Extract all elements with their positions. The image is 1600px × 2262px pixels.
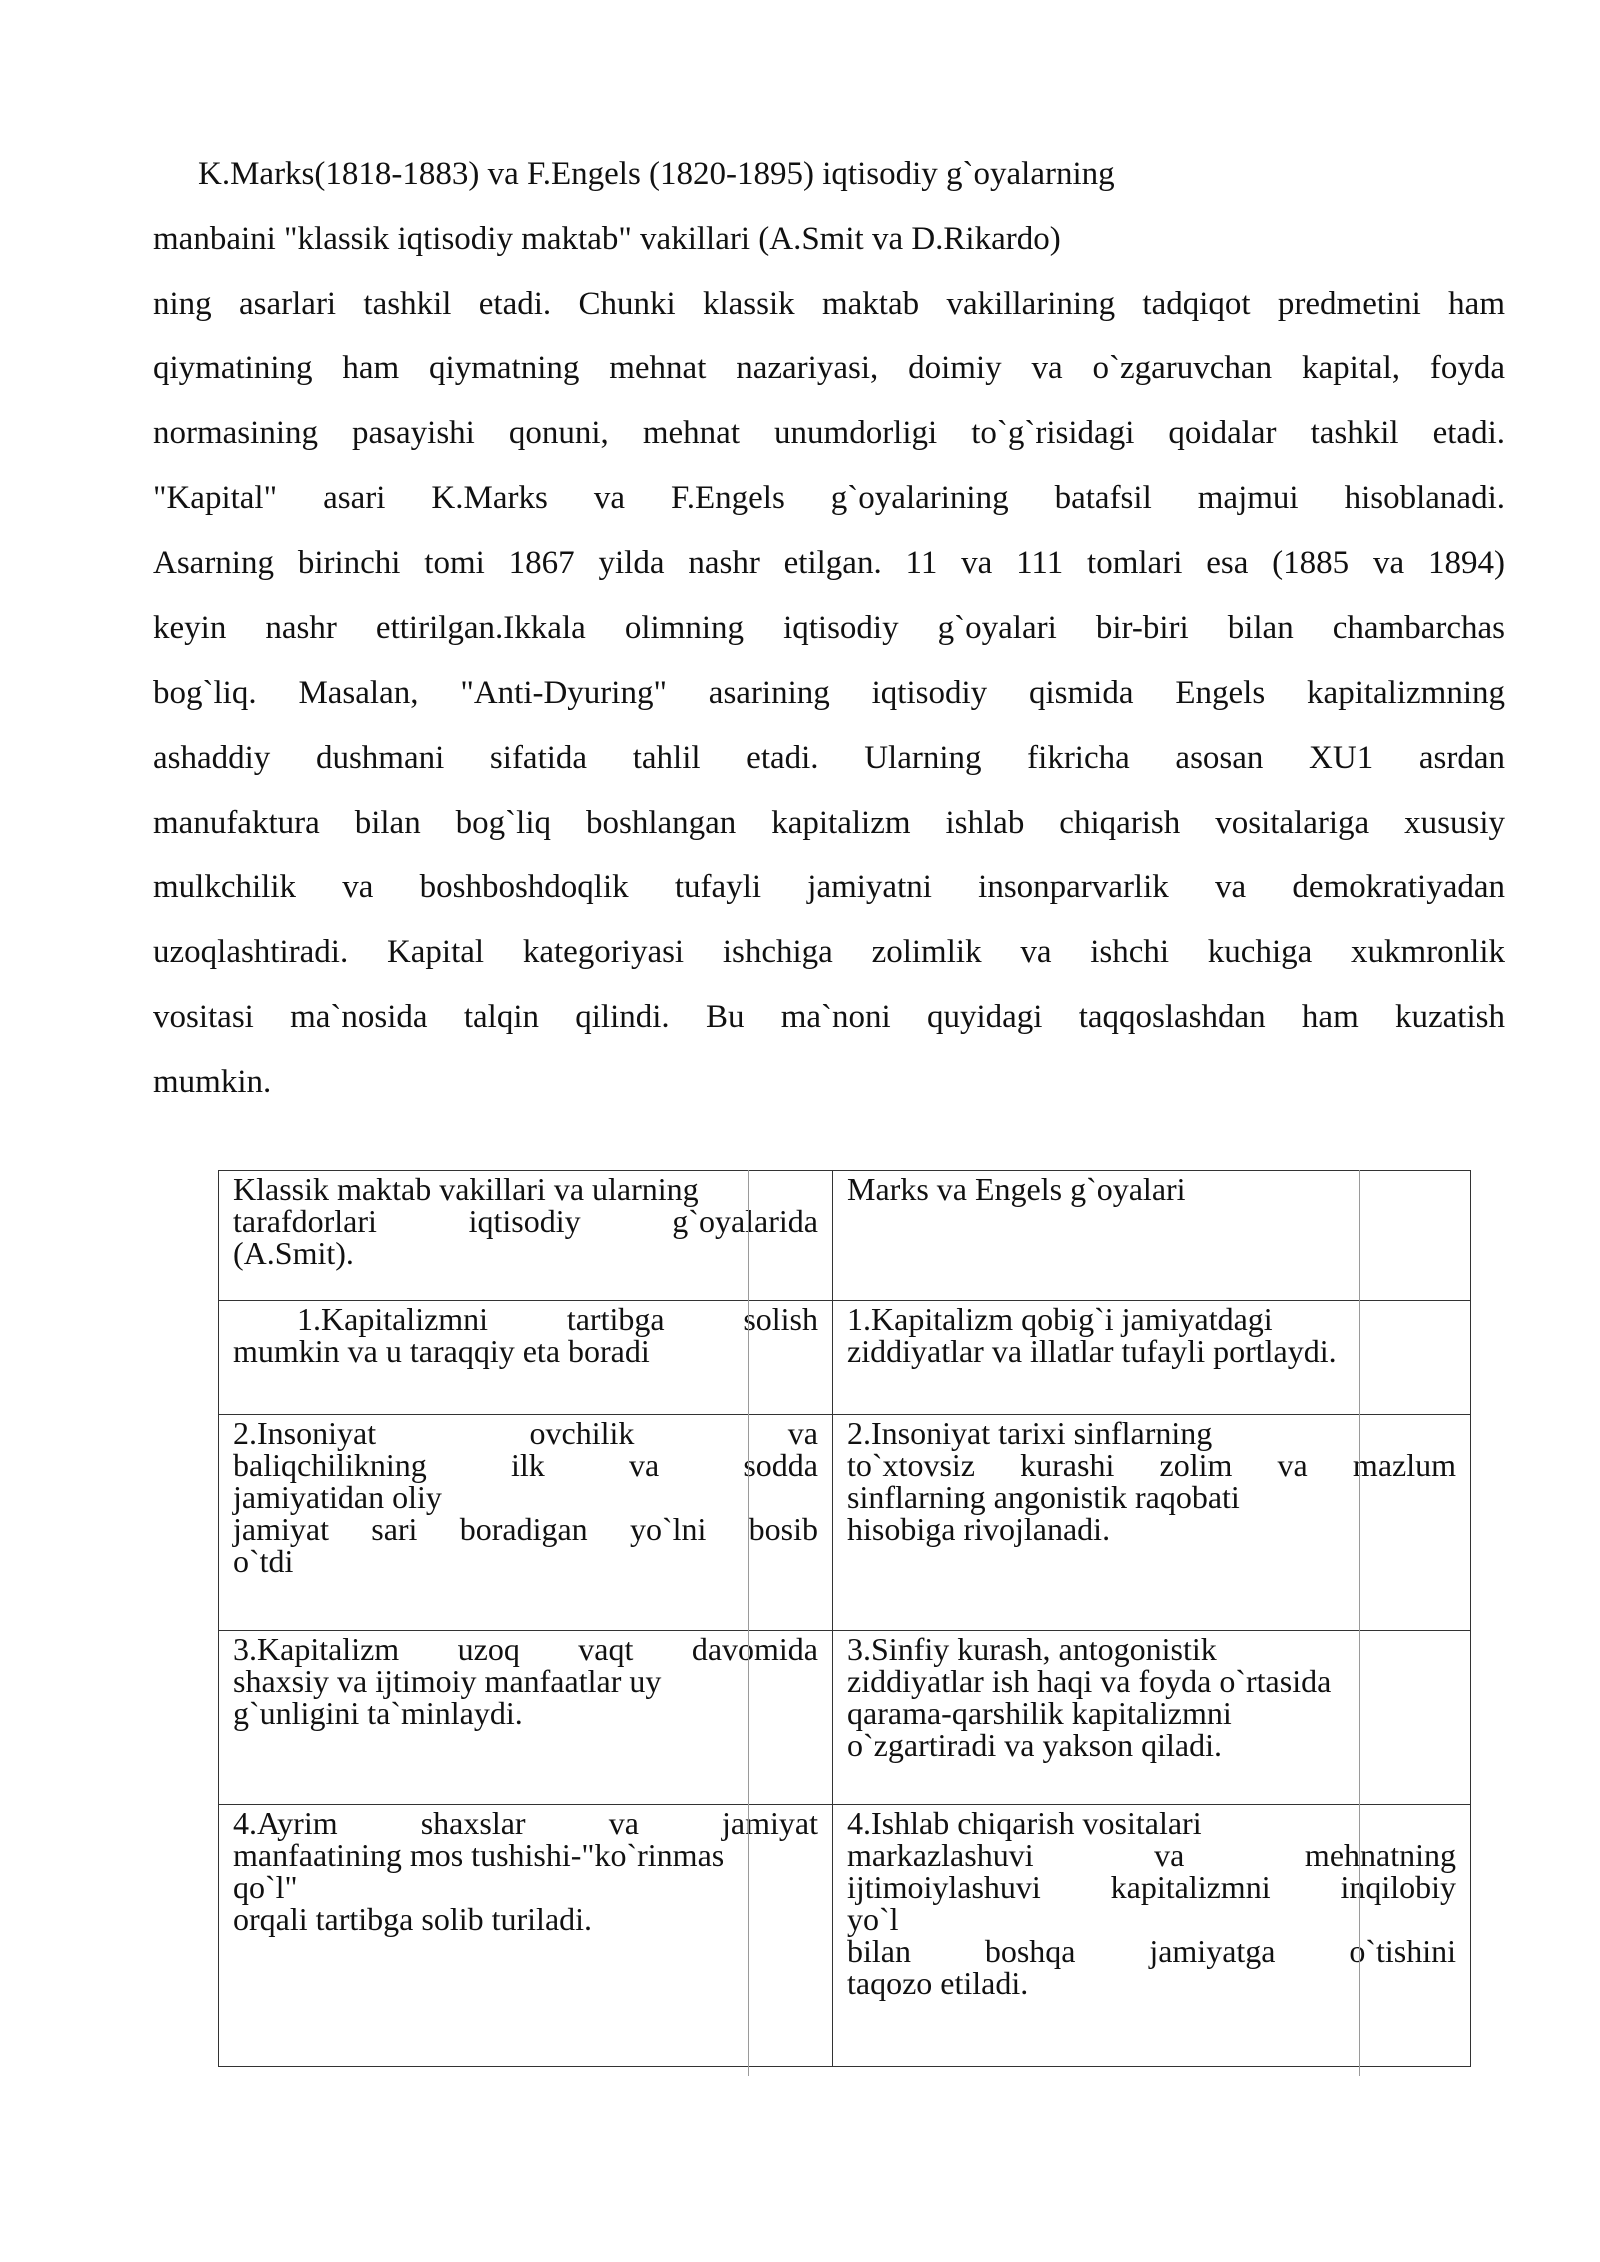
table-header-row	[219, 1171, 1471, 1301]
table-row	[219, 1805, 1471, 2067]
cell-line: hisobiga rivojlanadi.	[847, 1511, 1111, 1547]
cell-line: g`unligini ta`minlaydi.	[233, 1695, 523, 1731]
table-cell	[219, 1301, 833, 1415]
table-cell	[219, 1415, 833, 1631]
table-header-cell-marx-engels	[833, 1171, 1471, 1301]
cell-line: shaxsiy va ijtimoiy manfaatlar uy	[233, 1663, 662, 1699]
cell-line: orqali tartibga solib turiladi.	[233, 1901, 593, 1937]
paragraph-line: uzoqlashtiradi. Kapital kategoriyasi ishchiga zolimlik va ishchi kuchiga xukmronlik	[153, 934, 1505, 970]
cell-line: ziddiyatlar ish haqi va foyda o`rtasida	[847, 1663, 1332, 1699]
paragraph-line: manbaini "klassik iqtisodiy maktab" vakillari (A.Smit va D.Rikardo)	[153, 221, 1061, 257]
cell-line: bilan boshqa jamiyatga o`tishini	[847, 1933, 1456, 1969]
table-cell	[833, 1631, 1471, 1805]
cell-line: o`zgartiradi va yakson qiladi.	[847, 1727, 1222, 1763]
table-cell	[833, 1301, 1471, 1415]
cell-line: mumkin va u taraqqiy eta boradi	[233, 1333, 650, 1369]
cell-line: taqozo etiladi.	[847, 1965, 1029, 2001]
cell-line: ijtimoiylashuvi kapitalizmni inqilobiy	[847, 1869, 1456, 1905]
comparison-table	[218, 1170, 1471, 2067]
cell-line: jamiyat sari boradigan yo`lni bosib	[233, 1511, 818, 1547]
paragraph-line: ashaddiy dushmani sifatida tahlil etadi. Ularning fikricha asosan XU1 asrdan	[153, 740, 1505, 776]
cell-line: tarafdorlari iqtisodiy g`oyalarida	[233, 1203, 818, 1239]
cell-line: manfaatining mos tushishi-"ko`rinmas	[233, 1837, 725, 1873]
cell-line: qo`l"	[233, 1869, 298, 1905]
paragraph-line: manufaktura bilan bog`liq boshlangan kapitalizm ishlab chiqarish vositalariga xususiy	[153, 805, 1505, 841]
paragraph-line: qiymatining ham qiymatning mehnat nazariyasi, doimiy va o`zgaruvchan kapital, foyda	[153, 350, 1505, 386]
cell-line: 2.Insoniyat tarixi sinflarning	[847, 1415, 1213, 1451]
cell-line: 1.Kapitalizmni tartibga solish	[297, 1301, 818, 1337]
paragraph-line: ning asarlari tashkil etadi. Chunki klassik maktab vakillarining tadqiqot predmetini ham	[153, 286, 1505, 322]
cell-line: 3.Kapitalizm uzoq vaqt davomida	[233, 1631, 818, 1667]
table-guide-line	[748, 1170, 749, 2076]
paragraph-line: Asarning birinchi tomi 1867 yilda nashr etilgan. 11 va 111 tomlari esa (1885 va 1894)	[153, 545, 1505, 581]
table-header-cell-classical	[219, 1171, 833, 1301]
paragraph-line: keyin nashr ettirilgan.Ikkala olimning iqtisodiy g`oyalari bir-biri bilan chambarchas	[153, 610, 1505, 646]
table-cell	[833, 1805, 1471, 2067]
cell-line: yo`l	[847, 1901, 899, 1937]
paragraph-line: K.Marks(1818-1883) va F.Engels (1820-1895) iqtisodiy g`oyalarning	[198, 156, 1115, 192]
cell-line: markazlashuvi va mehnatning	[847, 1837, 1456, 1873]
table-cell	[219, 1631, 833, 1805]
cell-line: 4.Ishlab chiqarish vositalari	[847, 1805, 1202, 1841]
paragraph-line: mumkin.	[153, 1064, 272, 1100]
paragraph-line: mulkchilik va boshboshdoqlik tufayli jamiyatni insonparvarlik va demokratiyadan	[153, 869, 1505, 905]
table-row	[219, 1301, 1471, 1415]
cell-line: Klassik maktab vakillari va ularning	[233, 1171, 699, 1207]
paragraph-line: vositasi ma`nosida talqin qilindi. Bu ma`noni quyidagi taqqoslashdan ham kuzatish	[153, 999, 1505, 1035]
table-row	[219, 1415, 1471, 1631]
paragraph-line: normasining pasayishi qonuni, mehnat unumdorligi to`g`risidagi qoidalar tashkil etadi.	[153, 415, 1505, 451]
cell-line: (A.Smit).	[233, 1235, 354, 1271]
cell-line: Marks va Engels g`oyalari	[847, 1171, 1186, 1207]
table-cell	[219, 1805, 833, 2067]
cell-line: sinflarning angonistik raqobati	[847, 1479, 1240, 1515]
cell-line: 4.Ayrim shaxslar va jamiyat	[233, 1805, 818, 1841]
cell-line: 3.Sinfiy kurash, antogonistik	[847, 1631, 1217, 1667]
table-cell	[833, 1415, 1471, 1631]
cell-line: o`tdi	[233, 1543, 294, 1579]
cell-line: 2.Insoniyat ovchilik va	[233, 1415, 818, 1451]
cell-line: qarama-qarshilik kapitalizmni	[847, 1695, 1232, 1731]
table-guide-line	[1359, 1170, 1360, 2076]
cell-line: 1.Kapitalizm qobig`i jamiyatdagi	[847, 1301, 1273, 1337]
cell-line: baliqchilikning ilk va sodda	[233, 1447, 818, 1483]
table-row	[219, 1631, 1471, 1805]
paragraph-line: "Kapital" asari K.Marks va F.Engels g`oyalarining batafsil majmui hisoblanadi.	[153, 480, 1505, 516]
cell-line: to`xtovsiz kurashi zolim va mazlum	[847, 1447, 1456, 1483]
cell-line: jamiyatidan oliy	[233, 1479, 442, 1515]
paragraph-line: bog`liq. Masalan, "Anti-Dyuring" asarining iqtisodiy qismida Engels kapitalizmning	[153, 675, 1505, 711]
cell-line: ziddiyatlar va illatlar tufayli portlaydi.	[847, 1333, 1337, 1369]
